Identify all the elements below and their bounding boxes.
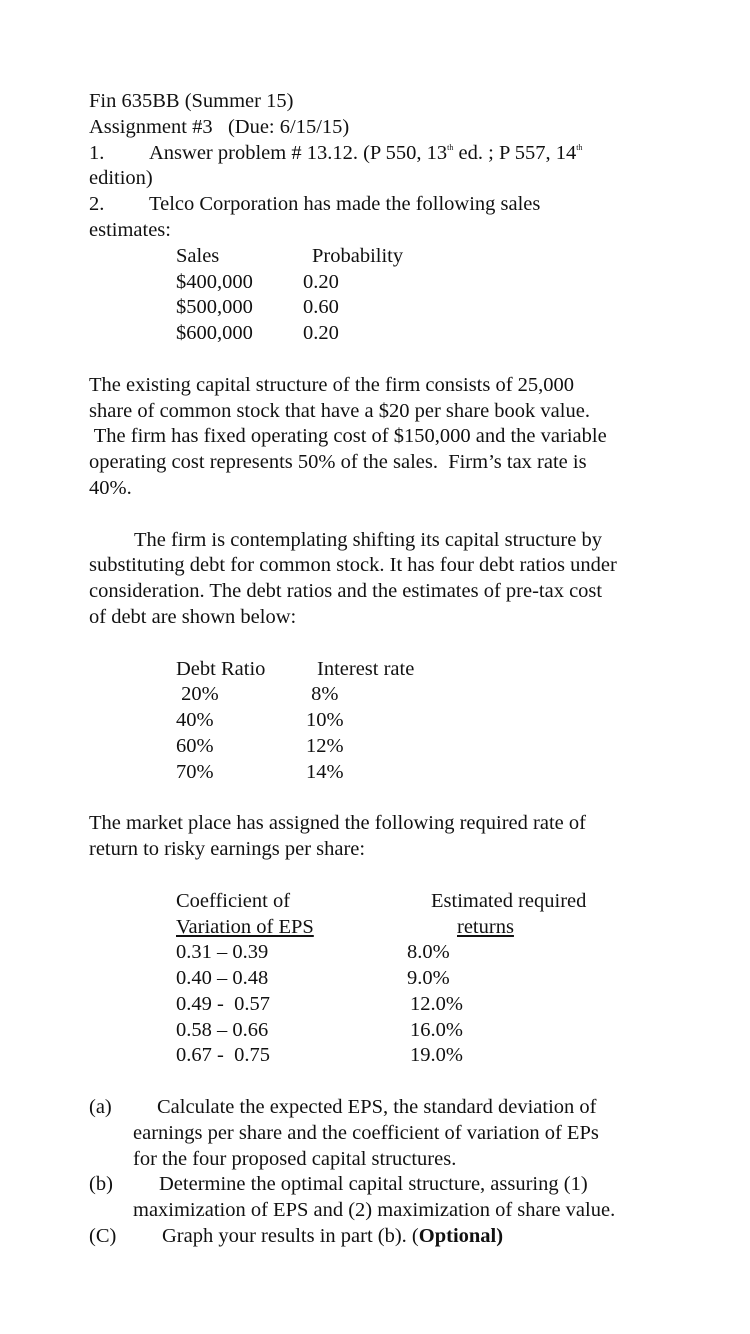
question-line: for the four proposed capital structures. — [133, 1147, 457, 1170]
sales-value: $500,000 — [176, 296, 253, 319]
debt-ratio-value: 40% — [176, 709, 214, 732]
assignment-title: Assignment #3 (Due: 6/15/15) — [89, 115, 350, 138]
return-header-line1: Estimated required — [431, 889, 587, 912]
item-1 — [89, 141, 669, 167]
paragraph-line: return to risky earnings per share: — [89, 838, 366, 861]
sales-value: $400,000 — [176, 270, 253, 293]
paragraph-line: The market place has assigned the following required rate of — [89, 812, 586, 835]
sales-header: Sales — [176, 244, 220, 267]
question-b — [89, 1172, 669, 1224]
question-line — [133, 1224, 669, 1250]
probability-header: Probability — [312, 244, 404, 267]
paragraph-line: share of common stock that have a $20 per share book value. — [89, 399, 590, 422]
sales-table — [89, 244, 669, 347]
question-line: Calculate the expected EPS, the standard deviation of — [157, 1096, 597, 1119]
item-2 — [89, 192, 669, 218]
debt-ratio-paragraph — [89, 528, 669, 631]
cv-range: 0.40 – 0.48 — [176, 967, 269, 990]
paragraph-line: consideration. The debt ratios and the estimates of pre-tax cost — [89, 580, 603, 603]
debt-table-row — [89, 760, 669, 786]
required-return: 8.0% — [407, 941, 450, 964]
question-a — [89, 1095, 669, 1172]
cv-range: 0.49 - 0.57 — [176, 992, 270, 1015]
cv-header-line2: Variation of EPS — [176, 915, 314, 938]
probability-value: 0.20 — [303, 322, 339, 345]
paragraph-line: substituting debt for common stock. It has four debt ratios under — [89, 554, 617, 577]
required-return: 12.0% — [410, 992, 463, 1015]
cv-range: 0.67 - 0.75 — [176, 1044, 270, 1067]
interest-rate-value: 8% — [306, 683, 339, 706]
debt-ratio-value: 60% — [176, 734, 214, 757]
question-line: Determine the optimal capital structure, assuring (1) — [159, 1173, 588, 1196]
item-1-number: 1. — [89, 141, 105, 164]
cv-table — [89, 889, 669, 1070]
debt-table-header — [89, 657, 669, 683]
assignment-document — [89, 89, 669, 1250]
paragraph-line: operating cost represents 50% of the sales. Firm’s tax rate is — [89, 451, 587, 474]
sales-table-row — [89, 270, 669, 296]
sales-value: $600,000 — [176, 322, 253, 345]
item-2-number: 2. — [89, 193, 105, 216]
debt-table-row — [89, 708, 669, 734]
required-return: 19.0% — [410, 1044, 463, 1067]
required-return-paragraph — [89, 811, 669, 863]
debt-ratio-value: 20% — [176, 683, 219, 706]
item-1-sup-a: th — [447, 142, 454, 152]
question-c — [89, 1224, 669, 1250]
debt-table — [89, 657, 669, 786]
cv-range: 0.31 – 0.39 — [176, 941, 269, 964]
return-header-line2: returns — [457, 915, 514, 938]
interest-rate-value: 14% — [306, 760, 344, 783]
item-2-text: Telco Corporation has made the following sales — [149, 193, 541, 216]
paragraph-line: The existing capital structure of the firm consists of 25,000 — [89, 373, 575, 396]
interest-rate-value: 12% — [306, 734, 344, 757]
question-a-label: (a) — [89, 1096, 112, 1119]
question-line: maximization of EPS and (2) maximization of share value. — [133, 1199, 616, 1222]
required-return: 9.0% — [407, 967, 450, 990]
debt-table-row — [89, 734, 669, 760]
paragraph-line: The firm is contemplating shifting its capital structure by — [134, 528, 602, 551]
sales-table-row — [89, 321, 669, 347]
cv-header-line1: Coefficient of — [176, 889, 291, 912]
interest-rate-header: Interest rate — [317, 657, 415, 680]
cv-table-row — [89, 992, 669, 1018]
capital-structure-paragraph — [89, 373, 669, 502]
sales-table-row — [89, 295, 669, 321]
probability-value: 0.20 — [303, 270, 339, 293]
question-c-label: (C) — [89, 1225, 117, 1248]
item-1-continuation: edition) — [89, 167, 153, 190]
debt-ratio-value: 70% — [176, 760, 214, 783]
cv-table-row — [89, 966, 669, 992]
cv-range: 0.58 – 0.66 — [176, 1018, 269, 1041]
cv-table-header — [89, 889, 669, 915]
debt-ratio-header: Debt Ratio — [176, 657, 266, 680]
probability-value: 0.60 — [303, 296, 339, 319]
paragraph-line: 40%. — [89, 476, 132, 499]
cv-table-row — [89, 1018, 669, 1044]
question-b-label: (b) — [89, 1173, 113, 1196]
sales-table-header — [89, 244, 669, 270]
required-return: 16.0% — [410, 1018, 463, 1041]
question-c-optional: Optional) — [418, 1225, 504, 1248]
item-2-continuation: estimates: — [89, 218, 171, 241]
course-title: Fin 635BB (Summer 15) — [89, 90, 294, 112]
debt-table-row — [89, 682, 669, 708]
cv-table-row — [89, 1043, 669, 1069]
question-line: earnings per share and the coefficient of variation of EPs — [133, 1121, 599, 1144]
item-1-sup-b: th — [576, 142, 583, 152]
interest-rate-value: 10% — [306, 709, 344, 732]
item-1-text-b: ed. ; P 557, 14 — [453, 141, 577, 164]
cv-table-row — [89, 940, 669, 966]
question-c-text: Graph your results in part (b). ( — [162, 1225, 419, 1248]
paragraph-line: The firm has fixed operating cost of $150,000 and the variable — [89, 425, 607, 448]
cv-table-header — [89, 915, 669, 941]
paragraph-line: of debt are shown below: — [89, 605, 297, 628]
item-1-text-a: Answer problem # 13.12. (P 550, 13 — [149, 141, 448, 164]
